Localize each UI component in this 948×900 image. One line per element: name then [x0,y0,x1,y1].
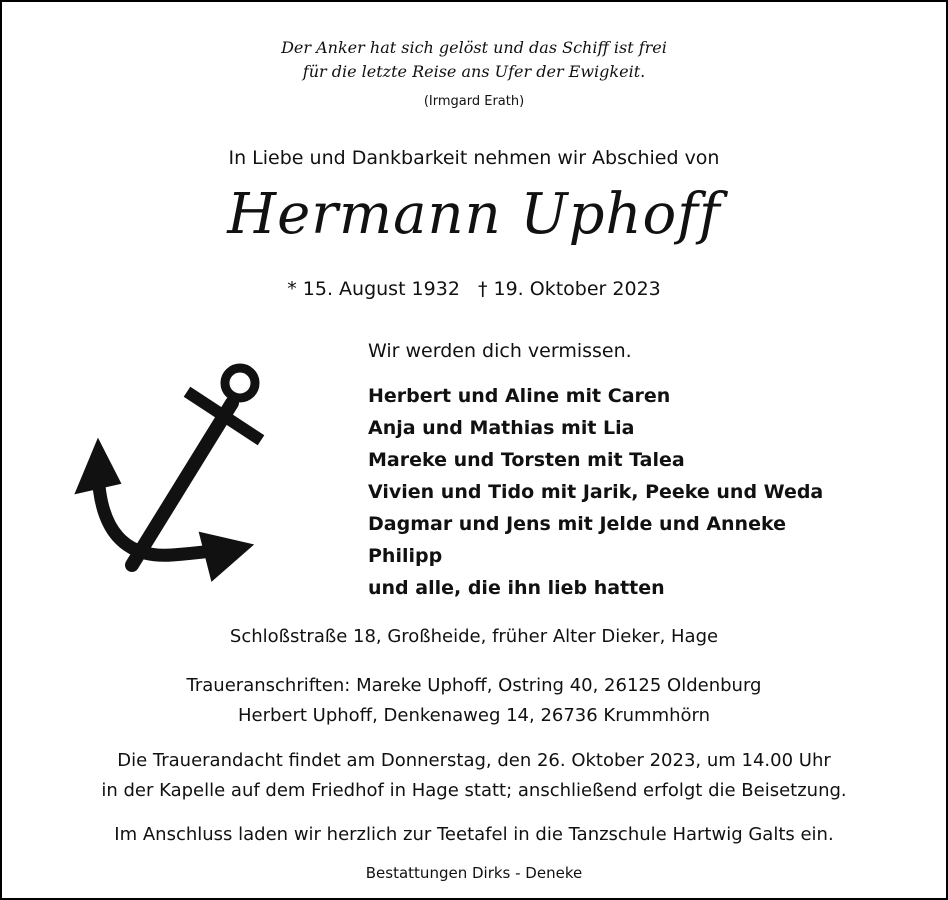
quote [0,36,948,84]
invitation-text: Im Anschluss laden wir herzlich zur Teetafel in die Tanzschule Hartwig Galts ein. [114,824,834,845]
intro-text: In Liebe und Dankbarkeit nehmen wir Abschied von [228,147,720,169]
service-line-1: Die Trauerandacht findet am Donnerstag, den 26. Oktober 2023, um 14.00 Uhr [117,750,831,771]
service-info [0,746,948,806]
family-member: Vivien und Tido mit Jarik, Peeke und Weda [368,481,824,503]
service-line-2: in der Kapelle auf dem Friedhof in Hage statt; anschließend erfolgt die Beisetzung. [101,780,847,801]
quote-author: (Irmgard Erath) [423,94,525,109]
quote-line-2: für die letzte Reise ans Ufer der Ewigkeit. [302,62,646,81]
mourning-address-2: Herbert Uphoff, Denkenaweg 14, 26736 Krummhörn [237,705,711,726]
home-address: Schloßstraße 18, Großheide, früher Alter Dieker, Hage [229,626,719,647]
family-member: Mareke und Torsten mit Talea [368,449,685,471]
family-member: Dagmar und Jens mit Jelde und Anneke [368,513,786,535]
miss-you-text: Wir werden dich vermissen. [368,340,632,362]
deceased-name: Hermann Uphoff [227,182,721,247]
death-date: † 19. Oktober 2023 [477,278,661,300]
family-member: Herbert und Aline mit Caren [368,385,671,407]
family-member: und alle, die ihn lieb hatten [368,577,665,599]
quote-line-1: Der Anker hat sich gelöst und das Schiff ist frei [281,38,667,57]
family-list [368,380,823,604]
mourning-address-1: Traueranschriften: Mareke Uphoff, Ostring 40, 26125 Oldenburg [186,675,762,696]
family-member: Anja und Mathias mit Lia [368,417,635,439]
life-dates [0,278,948,300]
anchor-icon [60,355,275,585]
family-member: Philipp [368,545,443,567]
birth-date: * 15. August 1932 [287,278,460,300]
mourning-addresses [0,671,948,731]
undertaker: Bestattungen Dirks - Deneke [365,864,583,882]
